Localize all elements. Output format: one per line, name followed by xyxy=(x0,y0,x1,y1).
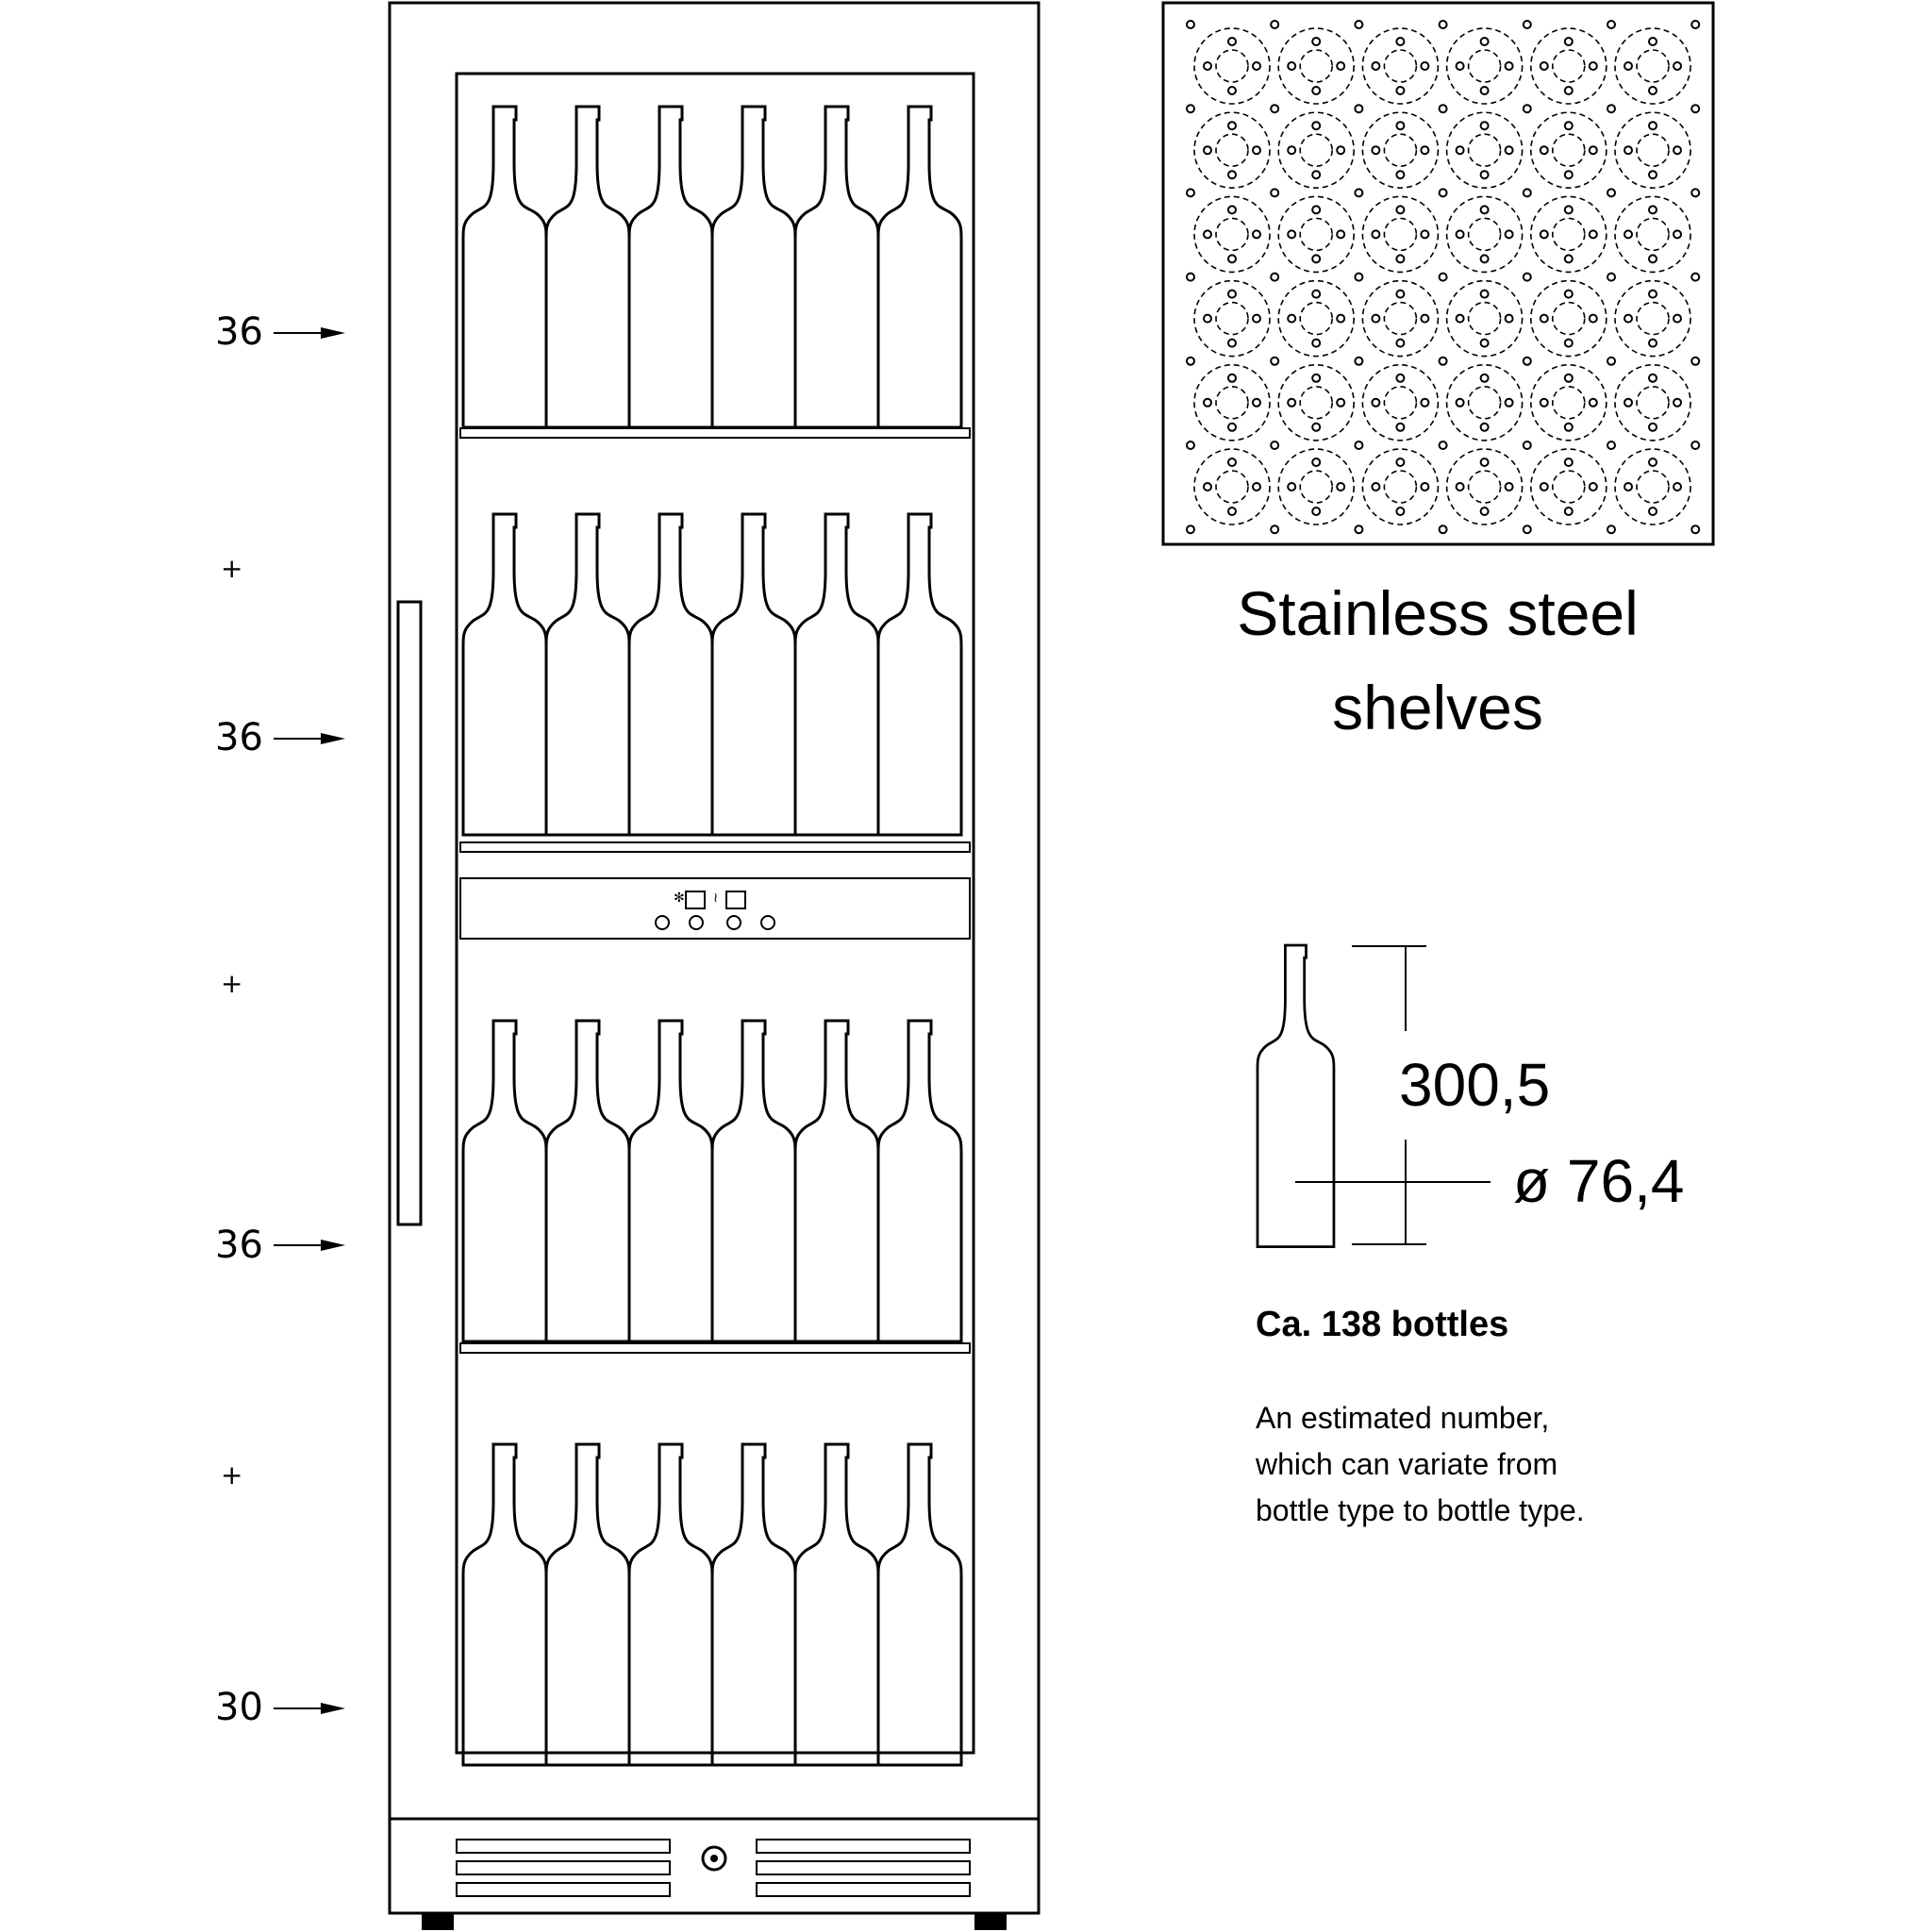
capacity-label: Ca. 138 bottles xyxy=(1256,1305,1509,1344)
shelf-cell-1-1 xyxy=(1194,28,1270,104)
vent-slot xyxy=(457,1861,670,1874)
shelf-cell-6-5 xyxy=(1531,449,1607,525)
shelf-hole xyxy=(1271,105,1278,112)
vent-slot xyxy=(757,1840,970,1853)
shelf-hole xyxy=(1187,441,1194,449)
shelf-cell-5-1 xyxy=(1194,365,1270,441)
bottle-row-2-bottle-6 xyxy=(878,514,961,835)
shelf-cell-4-5 xyxy=(1531,281,1607,357)
shelf-hole xyxy=(1187,105,1194,112)
bottle-row-2-bottle-5 xyxy=(795,514,878,835)
shelf-cell-3-1 xyxy=(1194,196,1270,272)
svg-text:≀: ≀ xyxy=(713,891,719,906)
shelf-cell-5-2 xyxy=(1278,365,1354,441)
temp-display-1 xyxy=(686,891,705,908)
shelf-hole xyxy=(1607,274,1615,281)
door-handle xyxy=(398,602,421,1224)
shelf-hole xyxy=(1440,21,1447,28)
shelf-cell-5-5 xyxy=(1531,365,1607,441)
shelf-cell-6-6 xyxy=(1615,449,1690,525)
shelf-hole xyxy=(1524,189,1531,196)
shelf-hole xyxy=(1440,189,1447,196)
shelf-cell-4-4 xyxy=(1447,281,1523,357)
shelf-top-view xyxy=(1163,3,1713,544)
shelf-hole xyxy=(1355,189,1362,196)
shelf-hole xyxy=(1607,525,1615,533)
shelf-cell-6-4 xyxy=(1447,449,1523,525)
shelf-hole xyxy=(1355,274,1362,281)
bottle-rows xyxy=(463,107,961,1765)
shelf-hole xyxy=(1355,441,1362,449)
bottle-row-3-bottle-4 xyxy=(712,1021,795,1341)
svg-text:✻: ✻ xyxy=(674,891,685,906)
shelf-cell-1-4 xyxy=(1447,28,1523,104)
bottle-row-3-bottle-3 xyxy=(629,1021,712,1341)
shelf-hole xyxy=(1187,21,1194,28)
shelf-hole xyxy=(1524,105,1531,112)
shelf-label-1 xyxy=(215,310,345,354)
shelf-label-2 xyxy=(215,716,345,759)
fridge xyxy=(390,3,1039,1930)
shelf-count-1: 36 xyxy=(215,310,263,354)
shelf-cell-2-6 xyxy=(1615,112,1690,188)
fridge-body xyxy=(390,3,1039,1913)
vent-slot xyxy=(757,1883,970,1896)
bottle-row-1-bottle-6 xyxy=(878,107,961,427)
bottle-dimension-drawing xyxy=(1257,945,1684,1247)
shelf-hole xyxy=(1271,274,1278,281)
shelf-cell-1-5 xyxy=(1531,28,1607,104)
shelf-hole xyxy=(1691,189,1699,196)
capacity-note-line-2: which can variate from xyxy=(1256,1447,1558,1481)
shelf-cell-2-5 xyxy=(1531,112,1607,188)
shelf-hole xyxy=(1271,441,1278,449)
control-button-3[interactable] xyxy=(727,916,741,929)
shelf-hole xyxy=(1691,525,1699,533)
shelf-cell-4-3 xyxy=(1362,281,1438,357)
separator-3: + xyxy=(221,1459,243,1491)
shelf-cell-5-4 xyxy=(1447,365,1523,441)
shelf-cell-1-2 xyxy=(1278,28,1354,104)
shelf-label-4 xyxy=(215,1686,345,1729)
shelf-cell-2-1 xyxy=(1194,112,1270,188)
control-button-1[interactable] xyxy=(656,916,669,929)
temp-display-2 xyxy=(726,891,745,908)
shelf-hole xyxy=(1271,525,1278,533)
shelf-cell-3-3 xyxy=(1362,196,1438,272)
shelf-cell-3-4 xyxy=(1447,196,1523,272)
bottle-row-1-bottle-1 xyxy=(463,107,546,427)
shelf-hole xyxy=(1440,441,1447,449)
capacity-note-line-1: An estimated number, xyxy=(1256,1401,1550,1435)
shelf-hole xyxy=(1271,358,1278,365)
shelf-hole xyxy=(1691,21,1699,28)
shelf-cell-6-2 xyxy=(1278,449,1354,525)
fridge-foot-left xyxy=(422,1913,454,1930)
fridge-foot-right xyxy=(974,1913,1007,1930)
bottle-row-1-bottle-3 xyxy=(629,107,712,427)
vent-slot xyxy=(457,1883,670,1896)
shelf-hole xyxy=(1440,105,1447,112)
shelf-cell-2-4 xyxy=(1447,112,1523,188)
bottle-row-1-bottle-5 xyxy=(795,107,878,427)
control-panel-frame xyxy=(460,878,970,939)
bottle-row-4-bottle-6 xyxy=(878,1444,961,1765)
shelf-cell-3-6 xyxy=(1615,196,1690,272)
bottle-row-3-bottle-2 xyxy=(546,1021,629,1341)
control-button-2[interactable] xyxy=(690,916,703,929)
shelf-cell-5-3 xyxy=(1362,365,1438,441)
shelf-3 xyxy=(460,1343,970,1353)
shelf-hole xyxy=(1524,21,1531,28)
shelf-title-line-1: Stainless steel xyxy=(1237,578,1639,648)
shelf-cell-4-1 xyxy=(1194,281,1270,357)
bottle-row-4-bottle-3 xyxy=(629,1444,712,1765)
shelf-hole xyxy=(1187,525,1194,533)
bottle-row-1-bottle-2 xyxy=(546,107,629,427)
bottle-row-2-bottle-3 xyxy=(629,514,712,835)
shelf-hole xyxy=(1187,274,1194,281)
shelf-hole xyxy=(1355,358,1362,365)
shelf-label-3 xyxy=(215,1224,345,1267)
shelf-hole xyxy=(1440,525,1447,533)
shelf-cell-2-3 xyxy=(1362,112,1438,188)
bottle-row-3-bottle-5 xyxy=(795,1021,878,1341)
bottle-row-3-bottle-6 xyxy=(878,1021,961,1341)
shelf-hole xyxy=(1355,525,1362,533)
bottle-row-3-bottle-1 xyxy=(463,1021,546,1341)
shelf-hole xyxy=(1524,358,1531,365)
bottle-row-1-bottle-4 xyxy=(712,107,795,427)
shelf-hole xyxy=(1440,358,1447,365)
shelf-hole xyxy=(1691,441,1699,449)
shelf-hole xyxy=(1607,21,1615,28)
shelf-hole xyxy=(1524,441,1531,449)
control-panel xyxy=(460,878,970,939)
shelf-count-3: 36 xyxy=(215,1224,263,1267)
shelf-2 xyxy=(460,842,970,852)
bottle-icon xyxy=(1257,945,1334,1247)
shelf-hole xyxy=(1187,358,1194,365)
shelf-cell-6-1 xyxy=(1194,449,1270,525)
shelf-cell-1-3 xyxy=(1362,28,1438,104)
shelf-hole xyxy=(1440,274,1447,281)
shelf-hole xyxy=(1271,21,1278,28)
glass-door-frame xyxy=(457,74,974,1753)
shelf-hole xyxy=(1355,21,1362,28)
bottle-row-2-bottle-4 xyxy=(712,514,795,835)
separator-1: + xyxy=(221,553,243,584)
shelf-hole xyxy=(1691,105,1699,112)
shelf-hole xyxy=(1691,358,1699,365)
capacity-note-line-3: bottle type to bottle type. xyxy=(1256,1493,1585,1527)
shelf-hole xyxy=(1607,105,1615,112)
shelf-cell-3-5 xyxy=(1531,196,1607,272)
shelf-cell-5-6 xyxy=(1615,365,1690,441)
shelf-hole xyxy=(1691,274,1699,281)
shelf-hole xyxy=(1607,189,1615,196)
shelf-grid xyxy=(1187,21,1699,533)
shelf-title-line-2: shelves xyxy=(1332,673,1543,742)
shelf-count-4: 30 xyxy=(215,1686,263,1729)
shelf-labels xyxy=(215,310,345,1729)
separator-2: + xyxy=(221,968,243,999)
shelf-cell-2-2 xyxy=(1278,112,1354,188)
shelf-cell-4-6 xyxy=(1615,281,1690,357)
shelf-hole xyxy=(1524,525,1531,533)
bottle-row-4-bottle-1 xyxy=(463,1444,546,1765)
vent-slot xyxy=(457,1840,670,1853)
bottle-row-4-bottle-4 xyxy=(712,1444,795,1765)
bottle-row-4-bottle-5 xyxy=(795,1444,878,1765)
shelf-hole xyxy=(1355,105,1362,112)
shelf-hole xyxy=(1607,441,1615,449)
shelf-hole xyxy=(1271,189,1278,196)
shelf-top-view-frame xyxy=(1163,3,1713,544)
shelf-cell-1-6 xyxy=(1615,28,1690,104)
bottle-height-value: 300,5 xyxy=(1399,1051,1551,1119)
vent-slot xyxy=(757,1861,970,1874)
shelf-cell-3-2 xyxy=(1278,196,1354,272)
shelf-hole xyxy=(1607,358,1615,365)
control-button-4[interactable] xyxy=(761,916,774,929)
shelf-cell-4-2 xyxy=(1278,281,1354,357)
shelf-cell-6-3 xyxy=(1362,449,1438,525)
bottle-diameter-value: ø 76,4 xyxy=(1513,1147,1685,1215)
bottle-row-4-bottle-2 xyxy=(546,1444,629,1765)
bottle-row-2-bottle-2 xyxy=(546,514,629,835)
shelf-hole xyxy=(1187,189,1194,196)
shelf-hole xyxy=(1524,274,1531,281)
bottle-row-2-bottle-1 xyxy=(463,514,546,835)
shelf-1 xyxy=(460,428,970,438)
shelf-count-2: 36 xyxy=(215,716,263,759)
